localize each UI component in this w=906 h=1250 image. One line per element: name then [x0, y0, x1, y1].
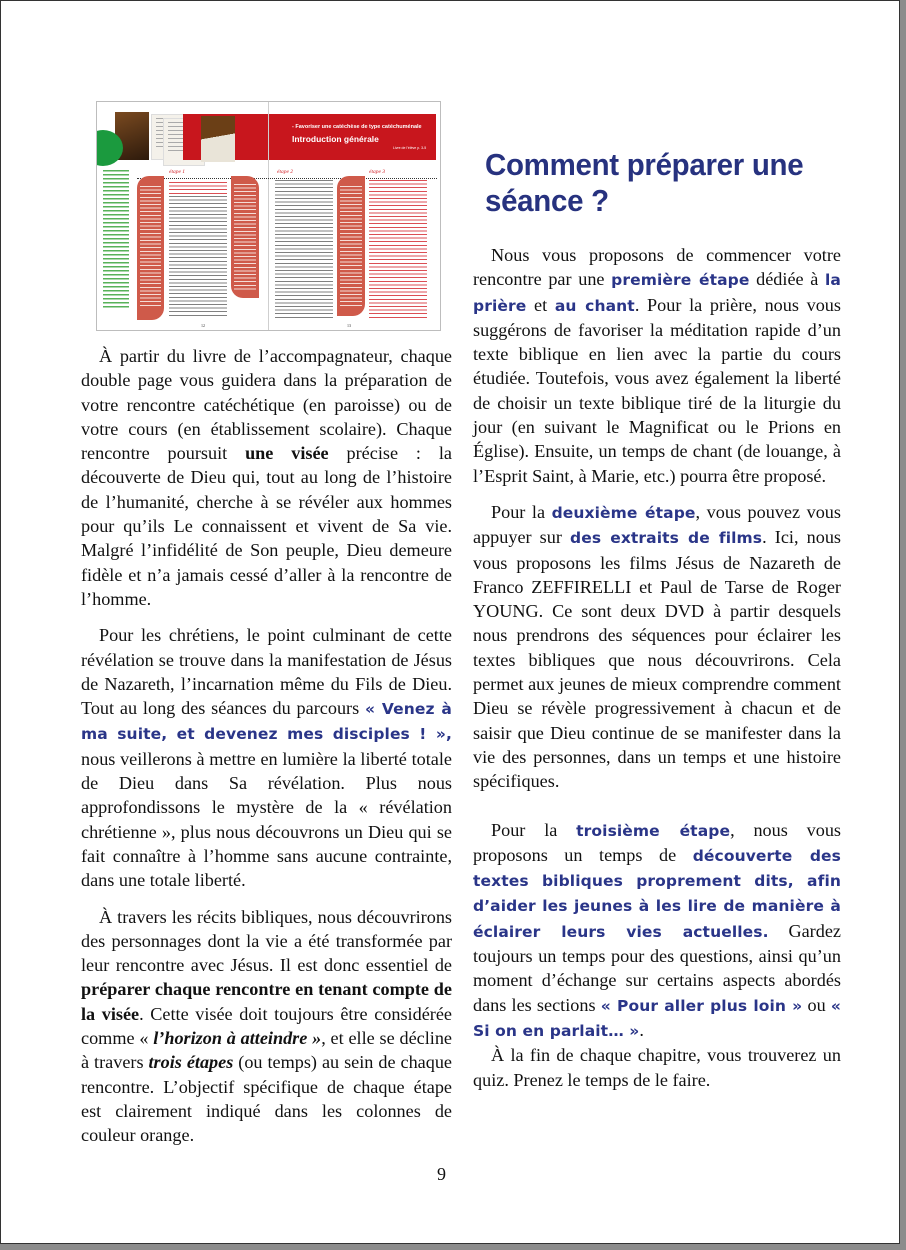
book-spine: [268, 102, 269, 331]
text: Pour la: [491, 501, 552, 522]
bold-text: préparer chaque rencontre en tenant compte de la visée: [81, 979, 452, 1024]
right-column: [473, 243, 841, 1104]
highlight-text: « Si on en parlait… »: [473, 996, 841, 1040]
etape-2-label: étape 2: [277, 169, 294, 175]
highlight-text: au chant: [554, 296, 635, 315]
page-number: 9: [437, 1164, 446, 1184]
text: ou: [802, 994, 831, 1015]
text: .: [639, 1019, 644, 1040]
text: Pour les chrétiens, le point culminant de cette révélation se trouve dans la manifestation de Jésus de Nazareth, l’incarnation même du Fils de Dieu. Tout au long des séances du parcours: [81, 625, 452, 719]
paragraph: [81, 905, 452, 1148]
green-sidebar-text: [103, 170, 129, 308]
text: nous veillerons à mettre en lumière la liberté totale de Dieu dans Sa révélation. Plus nous approfondissons le mystère de la « révélation chrétienne », plus nous découvrons un Dieu qui se fait connaître à l’homme sans aucune contrainte, dans une totale liberté.: [81, 748, 452, 891]
band-subtitle: - Favoriser une catéchèse de type catéchuménale: [292, 124, 422, 130]
text: Gardez toujours un temps pour des questions, ainsi qu’un moment d’échange sur certains aspects abordés dans les sections: [473, 920, 841, 1015]
highlight-text: « Venez à ma suite, et devenez mes disciples ! »,: [81, 700, 452, 744]
bold-text: une visée: [245, 443, 329, 464]
etape-1-label: étape 1: [169, 169, 186, 175]
orange-column-text: [340, 186, 362, 306]
illustration-children: [201, 116, 235, 162]
text: . Ici, nous vous proposons les films Jésus de Nazareth de Franco ZEFFIRELLI et Paul de Tarse de Roger YOUNG. Ce sont deux DVD à partir desquels nous prendrons des séquences pour éclairer les textes bibliques que nous découvrirons. Cela permet aux jeunes de mieux comprendre comment Dieu se révèle progressivement à chacun et de saisir que Dieu continue de se manifester dans la vie des personnes, dans un temps et une histoire spécifiques.: [473, 527, 841, 792]
thumb-page-right: 13: [347, 323, 351, 328]
left-column: [81, 344, 452, 1160]
text-block: [275, 180, 333, 320]
etape-3-label: étape 3: [369, 169, 386, 175]
text: , et elle se décline à travers: [81, 1028, 452, 1073]
text: À la fin de chaque chapitre, vous trouverez un quiz. Prenez le temps de le faire.: [473, 1045, 841, 1090]
highlight-text: « Pour aller plus loin »: [600, 996, 803, 1015]
highlight-text: troisième étape: [576, 821, 731, 840]
paragraph: [473, 500, 841, 794]
paragraph: [81, 623, 452, 892]
text: dédiée à: [749, 269, 826, 290]
highlight-text: découverte des textes bibliques proprement dits, afin d’aider les jeunes à les lire de manière à éclairer leurs vies actuelles.: [473, 846, 841, 941]
book-spread-illustration: [96, 101, 441, 331]
orange-column-text: [234, 184, 256, 290]
text: , vous pouvez vous appuyer sur: [473, 501, 841, 548]
bold-italic-text: l’horizon à atteindre »: [153, 1028, 322, 1049]
highlight-text: des extraits de films: [570, 529, 763, 548]
text: (ou temps) au sein de chaque rencontre. L’objectif spécifique de chaque étape est clairement indiqué dans les colonnes de couleur orange.: [81, 1052, 452, 1146]
text: précise : la découverte de Dieu qui, tout au long de l’histoire de l’humanité, cherche à se révéler aux hommes pour qu’ils Le connaissent et vivent de Sa vie. Malgré l’infidélité de Son peuple, Dieu demeure fidèle et n’a jamais cessé d’aller à la rencontre de l’homme.: [81, 443, 452, 609]
highlight-text: deuxième étape: [551, 503, 696, 522]
text-block: [169, 182, 227, 194]
text: . Cette visée doit toujours être considérée comme «: [81, 1003, 452, 1049]
band-title: Introduction générale: [292, 134, 379, 144]
text: Nous vous proposons de commencer votre rencontre par une: [473, 245, 841, 290]
text: , nous vous proposons un temps de: [473, 819, 841, 865]
highlight-text: la prière: [473, 271, 841, 315]
paragraph: [81, 344, 452, 611]
text: Pour la: [491, 819, 577, 840]
text: . Pour la prière, nous vous suggérons de favoriser la méditation rapide d’un texte biblique en lien avec la partie du cours étudiée. Toutefois, vous avez également la liberté de choisir un texte biblique tiré de la liturgie du jour (en suivant le Magnificat ou le Prions en Église). Ensuite, un temps de chant (de louange, à l’Esprit Saint, à Marie, etc.) pourra être proposé.: [473, 294, 841, 486]
orange-column-text: [140, 186, 161, 306]
text-block: [369, 180, 427, 320]
thumb-page-left: 12: [201, 323, 205, 328]
text: et: [526, 294, 555, 315]
dotted-divider: [137, 178, 437, 179]
text-block: [169, 196, 227, 316]
bold-italic-text: trois étapes: [148, 1052, 234, 1073]
paragraph: [473, 818, 841, 1044]
paragraph: [473, 243, 841, 488]
band-reference: Livre de l'élève p. 3-5: [393, 146, 427, 150]
text: À partir du livre de l’accompagnateur, chaque double page vous guidera dans la préparation de votre rencontre catéchétique (en paroisse) ou de votre cours (en établissement scolaire). Chaque rencontre poursuit: [81, 346, 452, 464]
highlight-text: première étape: [611, 271, 750, 290]
paragraph: [473, 1043, 841, 1092]
page-title: Comment préparer une séance ?: [485, 147, 804, 218]
text: À travers les récits bibliques, nous découvrirons des personnages dont la vie a été transformée par leur rencontre avec Jésus. Il est donc essentiel de: [81, 906, 452, 976]
